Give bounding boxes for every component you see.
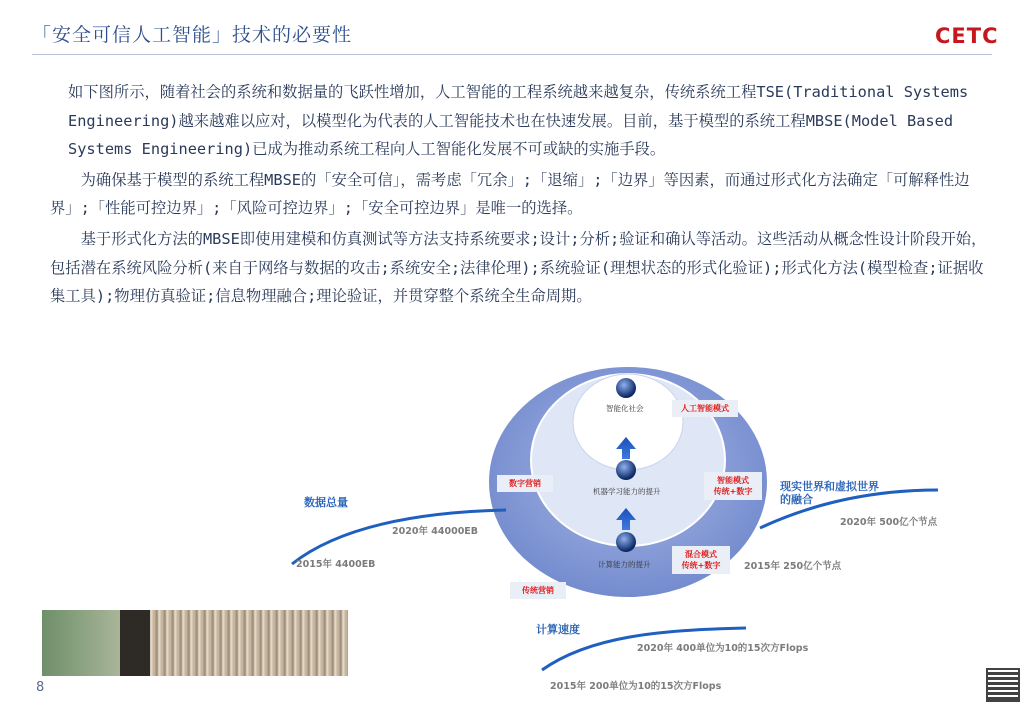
box-ai-mode: 人工智能模式: [672, 400, 738, 417]
data-total-title: 数据总量: [304, 496, 348, 509]
qr-code-icon: [986, 668, 1020, 702]
page-title: 「安全可信人工智能」技术的必要性: [32, 24, 353, 46]
page-number: 8: [36, 680, 45, 695]
data-total-2015: 2015年 4400EB: [296, 559, 376, 570]
fusion-2020: 2020年 500亿个节点: [840, 517, 938, 528]
building-photo-shadow: [120, 610, 150, 676]
body-text: [50, 78, 990, 313]
ball-middle: [616, 460, 636, 480]
header-divider: [32, 54, 992, 55]
building-photo-foliage: [42, 610, 122, 676]
ball-bottom: [616, 532, 636, 552]
paragraph-3: 基于形式化方法的MBSE即使用建模和仿真测试等方法支持系统要求;设计;分析;验证和确认等活动。这些活动从概念性设计阶段开始，包括潜在系统风险分析(来自于网络与数据的攻击;系统安全;法律伦理);系统验证(理想状态的形式化验证);形式化方法(模型检查;证据收集工具);物理仿真验证;信息物理融合;理论验证，并贯穿整个系统全生命周期。: [50, 229, 987, 306]
compute-speed-2020: 2020年 400单位为10的15次方Flops: [637, 643, 809, 654]
box-digital-marketing: 数字营销: [497, 475, 553, 492]
fusion-2015: 2015年 250亿个节点: [744, 561, 842, 572]
compute-speed-2015: 2015年 200单位为10的15次方Flops: [550, 681, 722, 692]
box-smart-mode: 智能模式 传统+数字: [704, 472, 762, 500]
data-total-2020: 2020年 44000EB: [392, 526, 479, 537]
cetc-logo: CETC: [935, 24, 999, 48]
fusion-title: 现实世界和虚拟世界 的融合: [780, 480, 879, 506]
mbse-diagram: [280, 360, 980, 700]
label-compute-ability: 计算能力的提升: [598, 560, 651, 569]
ball-top: [616, 378, 636, 398]
box-hybrid-mode: 混合模式 传统+数字: [672, 546, 730, 574]
paragraph-2: 为确保基于模型的系统工程MBSE的「安全可信」，需考虑「冗余」;「退缩」;「边界」等因素，而通过形式化方法确定「可解释性边界」;「性能可控边界」;「风险可控边界」;「安全可控边界」是唯一的选择。: [50, 170, 970, 218]
label-smart-society: 智能化社会: [606, 404, 644, 413]
box-traditional-marketing: 传统营销: [510, 582, 566, 599]
paragraph-1: 如下图所示，随着社会的系统和数据量的飞跃性增加，人工智能的工程系统越来越复杂，传统系统工程TSE(Traditional Systems Engineering)越来越难以应对，以模型化为代表的人工智能技术也在快速发展。目前，基于模型的系统工程MBSE(Model Based Systems Engineering)已成为推动系统工程向人工智能化发展不可或缺的实施手段。: [68, 83, 969, 159]
compute-speed-title: 计算速度: [536, 623, 580, 636]
label-ml-ability: 机器学习能力的提升: [593, 487, 661, 496]
